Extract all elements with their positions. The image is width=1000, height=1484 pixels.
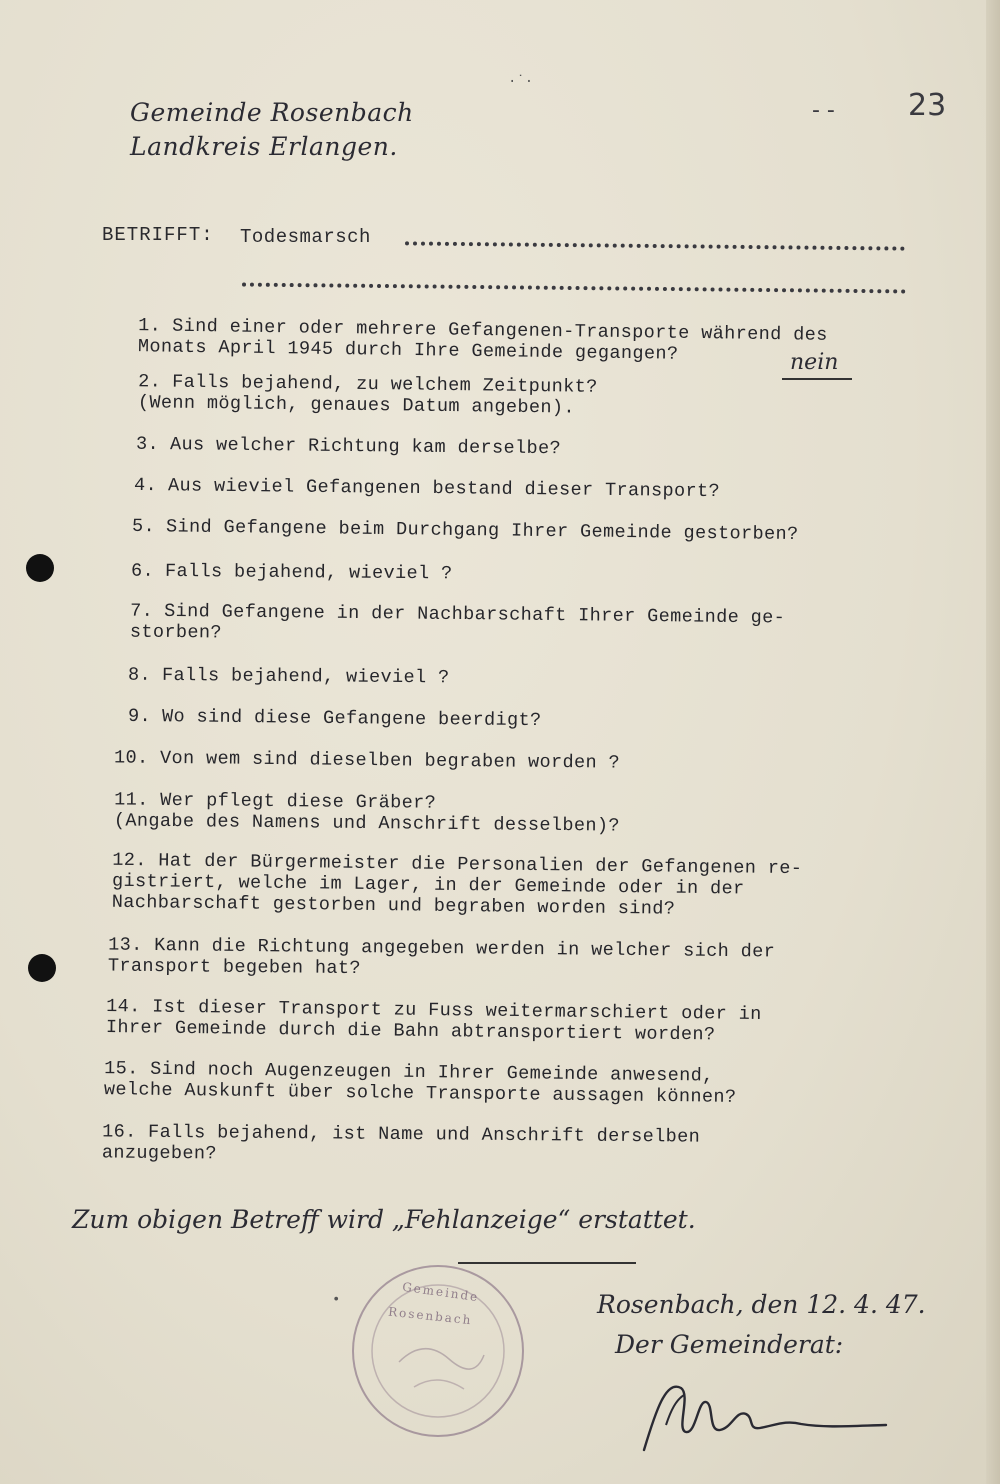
district-name: Landkreis Erlangen. [130, 132, 398, 161]
question-11: 11. Wer pflegt diese Gräber? (Angabe des Namens und Anschrift desselben)? [113, 789, 621, 837]
page-number: 23 [908, 88, 947, 123]
answer-underline [782, 378, 852, 380]
question-12: 12. Hat der Bürgermeister die Personalien der Gefangenen re- gistriert, welche im Lager, in der Gemeinde oder in der Nachbarschaft gestorben und begraben worden sind? [111, 849, 803, 920]
question-7: 7. Sind Gefangene in der Nachbarschaft Ihrer Gemeinde ge- storben? [129, 600, 786, 644]
stamp-emblem [354, 1267, 522, 1435]
question-1: 1. Sind einer oder mehrere Gefangenen-Transporte während des Monats April 1945 durch Ihre Gemeinde gegangen? [137, 315, 828, 365]
question-5: 5. Sind Gefangene beim Durchgang Ihrer Gemeinde gestorben? [131, 515, 799, 546]
page-edge [986, 0, 1000, 1484]
municipal-stamp [352, 1265, 524, 1437]
stamp-line-1: Gemeinde [401, 1279, 481, 1305]
ink-dot: • [332, 1292, 341, 1308]
question-8: 8. Falls bejahend, wieviel ? [127, 664, 450, 689]
question-14: 14. Ist dieser Transport zu Fuss weitermarschiert oder in Ihrer Gemeinde durch die Bahn abtransportiert worden? [105, 995, 762, 1046]
ink-speck: ·˙· [508, 74, 534, 90]
question-13: 13. Kann die Richtung angegeben werden in welcher sich der Transport begeben hat? [107, 934, 776, 980]
stamp-line-2: Rosenbach [387, 1304, 474, 1328]
closing-underline [458, 1262, 636, 1264]
question-9: 9. Wo sind diese Gefangene beerdigt? [127, 705, 542, 732]
subject-label: BETRIFFT: [102, 224, 214, 246]
question-3: 3. Aus welcher Richtung kam derselbe? [135, 433, 562, 460]
page-dash: - - [812, 98, 835, 123]
answer-question-1: nein [790, 350, 839, 375]
subject-value: Todesmarsch [240, 226, 371, 248]
place-and-date: Rosenbach, den 12. 4. 47. [597, 1290, 926, 1319]
signature [636, 1370, 896, 1460]
question-4: 4. Aus wieviel Gefangenen bestand dieser Transport? [133, 474, 721, 503]
question-2: 2. Falls bejahend, zu welchem Zeitpunkt? (Wenn möglich, genaues Datum angeben). [137, 371, 598, 419]
municipality-name: Gemeinde Rosenbach [130, 98, 414, 127]
binder-hole-top [26, 554, 54, 582]
question-10: 10. Von wem sind dieselben begraben worden ? [113, 747, 621, 774]
binder-hole-bottom [28, 954, 56, 982]
closing-statement: Zum obigen Betreff wird „Fehlanzeige“ erstattet. [72, 1205, 696, 1234]
question-6: 6. Falls bejahend, wieviel ? [130, 560, 453, 585]
council-label: Der Gemeinderat: [615, 1330, 844, 1359]
question-15: 15. Sind noch Augenzeugen in Ihrer Gemeinde anwesend, welche Auskunft über solche Transporte aussagen können? [103, 1058, 737, 1108]
question-16: 16. Falls bejahend, ist Name und Anschrift derselben anzugeben? [101, 1121, 701, 1165]
